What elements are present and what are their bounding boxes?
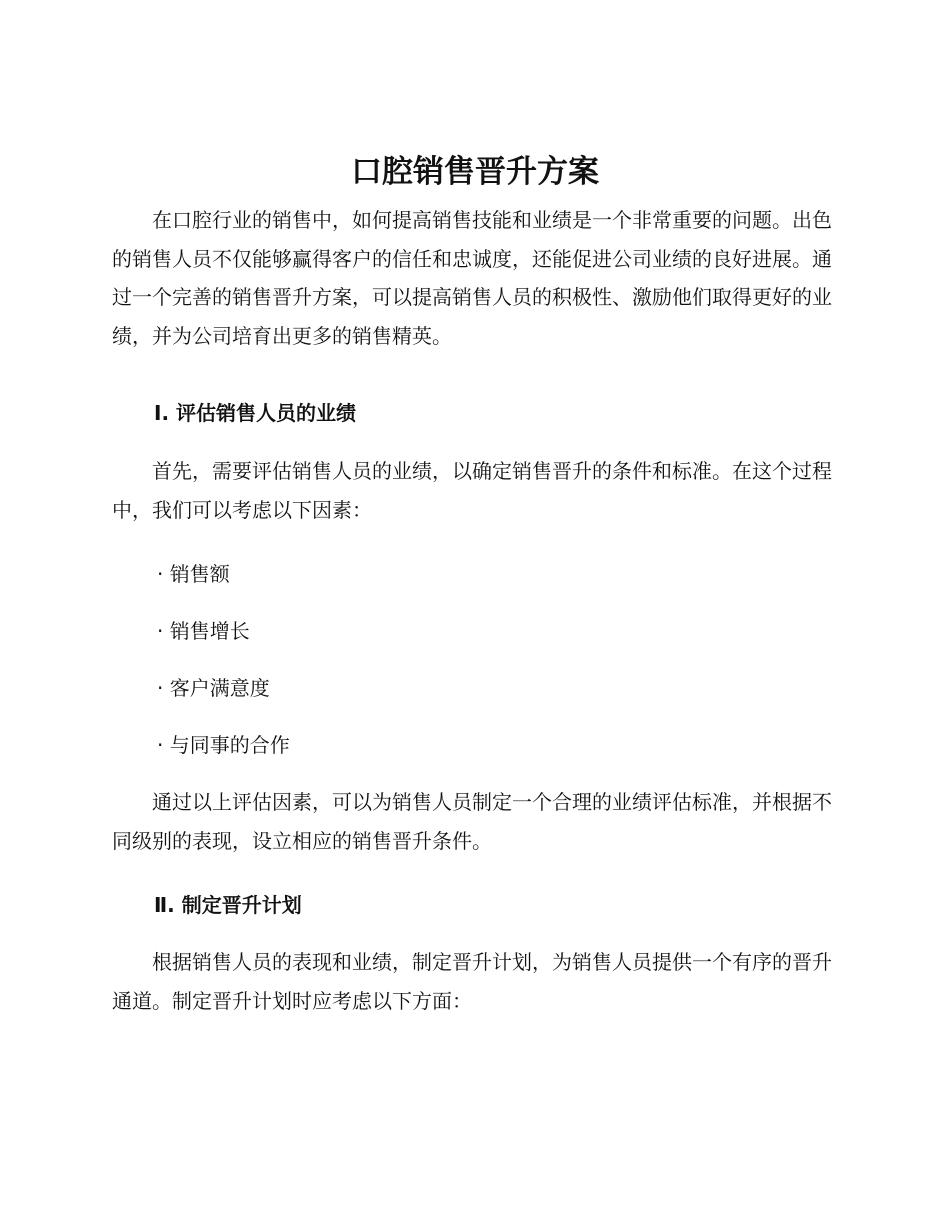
bullet-item: · 与同事的合作 xyxy=(157,733,290,757)
bullet-item: · 客户满意度 xyxy=(157,676,270,700)
intro-paragraph: 在口腔行业的销售中，如何提高销售技能和业绩是一个非常重要的问题。出色的销售人员不仅能够赢得客户的信任和忠诚度，还能促进公司业绩的良好进展。通过一个完善的销售晋升方案，可以提高销售人员的积极性、激励他们取得更好的业绩，并为公司培育出更多的销售精英。 xyxy=(112,208,832,348)
section-2-heading: Ⅱ. 制定晋升计划 xyxy=(154,893,302,917)
section-1-paragraph: 首先，需要评估销售人员的业绩，以确定销售晋升的条件和标准。在这个过程中，我们可以考虑以下因素： xyxy=(112,459,832,522)
section-2-paragraph: 根据销售人员的表现和业绩，制定晋升计划，为销售人员提供一个有序的晋升通道。制定晋升计划时应考虑以下方面： xyxy=(112,950,832,1013)
section-1-conclusion: 通过以上评估因素，可以为销售人员制定一个合理的业绩评估标准，并根据不同级别的表现，设立相应的销售晋升条件。 xyxy=(112,790,832,853)
document-title: 口腔销售晋升方案 xyxy=(351,154,599,190)
bullet-item: · 销售额 xyxy=(157,562,230,586)
section-1-heading: Ⅰ. 评估销售人员的业绩 xyxy=(154,401,357,425)
bullet-item: · 销售增长 xyxy=(157,619,250,643)
